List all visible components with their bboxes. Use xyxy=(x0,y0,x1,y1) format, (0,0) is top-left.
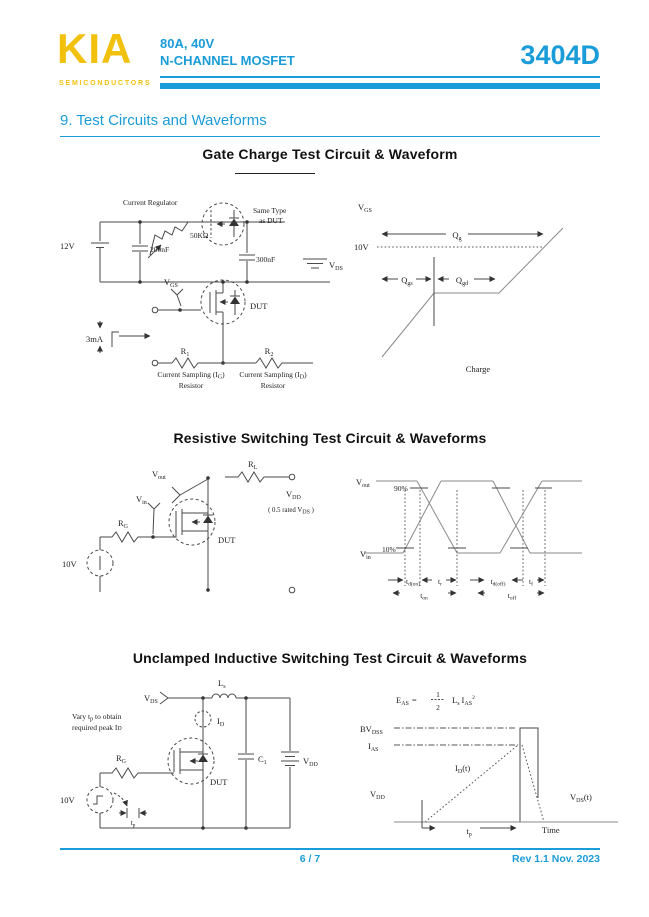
qgd-label: $Q_{gd}$ xyxy=(455,275,469,287)
ton-label: $t_{on}$ xyxy=(420,591,428,602)
rl-label: $R_L$ xyxy=(248,459,258,471)
vds-t-label: $V_{DS}(t)$ xyxy=(570,792,592,804)
c300-label: 300nF xyxy=(256,255,276,264)
ias-label: $I_{AS}$ xyxy=(368,741,379,753)
vary-tp-note-1: Vary $t_p$ to obtain xyxy=(72,712,122,723)
time-axis-label: Time xyxy=(542,825,560,835)
v10-source-label: 10V xyxy=(62,559,77,569)
resistive-switching-waveform xyxy=(352,468,622,613)
level-10v-label: 10V xyxy=(354,242,369,252)
gate-current-label: 3mA xyxy=(86,334,103,344)
td-off-label: $t_{d(off)}$ xyxy=(490,577,506,588)
charge-axis-label: Charge xyxy=(465,364,491,374)
ls-label: $L_s$ xyxy=(218,678,226,690)
c200-label: 200nF xyxy=(150,245,170,254)
r50k-label: 50KΩ xyxy=(190,231,209,240)
uis-waveform xyxy=(352,678,627,843)
resistive-switching-circuit-drawing xyxy=(87,472,295,593)
vdd-label: $V_{DD}$ xyxy=(303,756,318,768)
part-number: 3404D xyxy=(520,40,600,70)
rg-label: $R_G$ xyxy=(118,518,129,530)
dut-label: DUT xyxy=(210,777,228,787)
section-heading-rule xyxy=(60,136,600,137)
dut-label: DUT xyxy=(250,301,268,311)
bvdss-label: $BV_{DSS}$ xyxy=(360,724,383,736)
fig1-title-underline xyxy=(235,173,315,174)
formula-denominator: 2 xyxy=(436,703,440,712)
vin-label: $V_{in}$ xyxy=(136,494,147,506)
section-heading: 9. Test Circuits and Waveforms xyxy=(60,112,267,129)
sampling-resistor-id-label-2: Resistor xyxy=(260,381,286,390)
r1-label: $R_1$ xyxy=(180,346,190,358)
fig3-title: Unclamped Inductive Switching Test Circuit & Waveforms xyxy=(132,650,528,666)
gate-charge-circuit xyxy=(60,185,345,400)
level-10-label: 10% xyxy=(382,545,396,554)
device-rating: 80A, 40V xyxy=(160,36,215,51)
sampling-resistor-id-label: Current Sampling $(I_D)$ xyxy=(239,370,307,381)
kia-logo: KIA xyxy=(57,25,133,72)
same-type-label-1: Same Type xyxy=(253,206,287,215)
page-number: 6 / 7 xyxy=(299,853,321,865)
td-on-label: $t_{d(on)}$ xyxy=(405,577,421,588)
uis-circuit xyxy=(60,672,350,847)
vout-label: $V_{out}$ xyxy=(152,469,166,481)
vdd-axis-label: $V_{DD}$ xyxy=(370,789,385,801)
same-type-label-2: as DUT xyxy=(259,216,283,225)
tp-axis-label: $t_p$ xyxy=(466,826,472,838)
device-type: N-CHANNEL MOSFET xyxy=(160,53,295,68)
energy-formula-right: $L_s$ $I_{AS}^2$ xyxy=(452,694,475,707)
tf-label: $t_f$ xyxy=(529,577,533,588)
qgs-label: $Q_{gs}$ xyxy=(401,275,413,287)
current-regulator-label: Current Regulator xyxy=(123,198,178,207)
id-label: $I_D$ xyxy=(217,716,225,728)
r2-label: $R_2$ xyxy=(264,346,274,358)
vin-axis-label: $V_{in}$ xyxy=(360,549,371,561)
header-rule-thin xyxy=(160,76,600,78)
fig2-title: Resistive Switching Test Circuit & Waveforms xyxy=(173,430,487,446)
kia-logo-subtext: SEMICONDUCTORS xyxy=(59,80,152,87)
footer-rule xyxy=(60,848,600,850)
uis-waveform-drawing xyxy=(394,700,618,829)
formula-numerator: 1 xyxy=(436,690,440,699)
tr-label: $t_r$ xyxy=(438,577,442,588)
energy-formula-left: $E_{AS}$ = xyxy=(396,695,417,707)
resistive-switching-circuit xyxy=(60,455,345,615)
header-rule-thick xyxy=(160,83,600,89)
vds-supply-label: $V_{DS}$ xyxy=(329,260,343,272)
vdd-label: $V_{DD}$ xyxy=(286,489,301,501)
resistive-switching-waveform-drawing xyxy=(364,481,582,593)
id-t-label: $I_D(t)$ xyxy=(455,763,471,775)
v12-label: 12V xyxy=(60,241,75,251)
gate-charge-waveform-drawing xyxy=(377,228,563,357)
sampling-resistor-ig-label: Current Sampling $(I_G)$ xyxy=(157,370,225,381)
vdd-note-label: ( 0.5 rated VDS ) xyxy=(268,507,314,516)
fig1-title: Gate Charge Test Circuit & Waveform xyxy=(202,146,458,162)
vgs-label: $V_{GS}$ xyxy=(164,277,178,289)
vds-label: $V_{DS}$ xyxy=(144,693,158,705)
gate-charge-waveform xyxy=(350,195,625,380)
tp-label: $t_p$ xyxy=(130,818,136,829)
revision-label: Rev 1.1 Nov. 2023 xyxy=(512,853,600,865)
vary-tp-note-2: required peak ID xyxy=(72,723,122,732)
level-90-label: 90% xyxy=(394,484,408,493)
gate-charge-circuit-drawing xyxy=(91,203,330,368)
rg-label: $R_G$ xyxy=(116,753,127,765)
vout-axis-label: $V_{out}$ xyxy=(356,477,370,489)
c1-label: $C_1$ xyxy=(258,754,267,766)
sampling-resistor-ig-label-2: Resistor xyxy=(178,381,204,390)
qg-label: $Q_g$ xyxy=(452,230,462,242)
vgs-axis-label: $V_{GS}$ xyxy=(358,202,372,214)
dut-label: DUT xyxy=(218,535,236,545)
v10-source-label: 10V xyxy=(60,795,75,805)
toff-label: $t_{off}$ xyxy=(507,591,517,602)
